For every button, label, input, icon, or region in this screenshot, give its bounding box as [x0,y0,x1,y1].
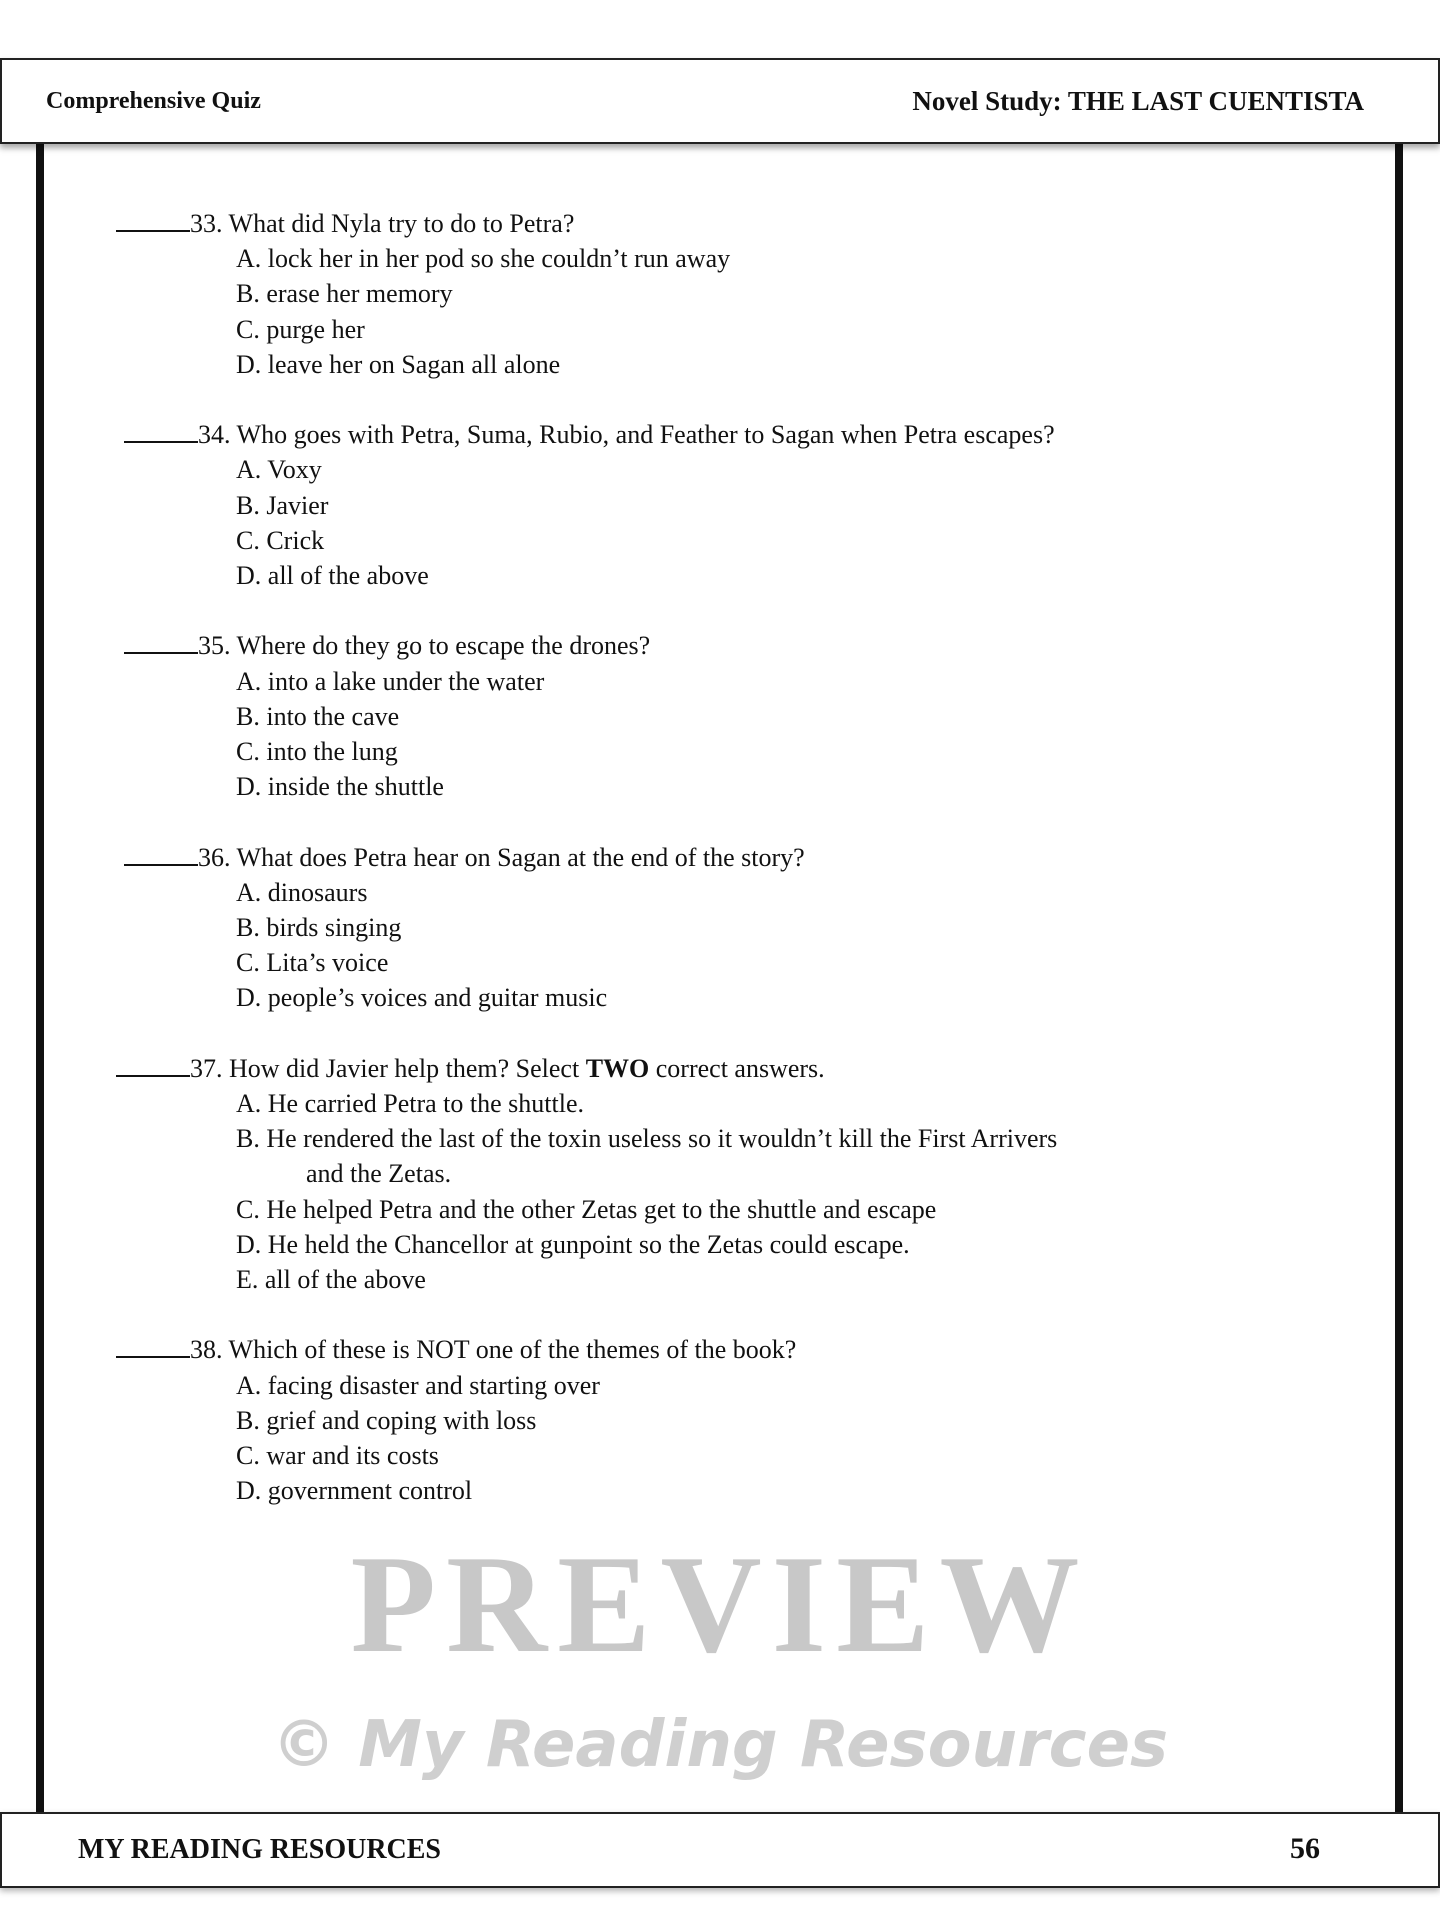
question-38 [116,1332,1356,1508]
question-text-end: correct answers. [649,1053,825,1083]
option: C. Lita’s voice [236,948,389,978]
question-33 [116,206,1356,382]
option: B. Javier [236,490,329,520]
copyright-watermark: © My Reading Resources [271,1708,1169,1782]
question-text: 37. How did Javier help them? Select [190,1053,586,1083]
preview-watermark: PREVIEW [350,1527,1090,1682]
answer-blank[interactable] [116,208,190,232]
option: C. war and its costs [236,1441,439,1471]
option: D. He held the Chancellor at gunpoint so the Zetas could escape. [236,1229,910,1259]
question-text: 36. What does Petra hear on Sagan at the end of the story? [198,842,805,872]
right-border-bar [1395,140,1403,1812]
left-border-bar [36,140,44,1812]
question-text: 33. What did Nyla try to do to Petra? [190,209,575,238]
answer-blank[interactable] [124,842,198,866]
option: A. dinosaurs [236,877,368,907]
question-36 [116,840,1356,1016]
option: D. government control [236,1476,473,1506]
answer-blank[interactable] [116,1334,190,1358]
answer-blank[interactable] [124,419,198,443]
option: C. Crick [236,525,325,555]
quiz-content [116,206,1356,1544]
question-text: 38. Which of these is NOT one of the themes of the book? [190,1335,797,1365]
answer-blank[interactable] [116,1053,190,1077]
header-novel-title: Novel Study: THE LAST CUENTISTA [912,86,1364,116]
page-header [0,58,1440,144]
option: E. all of the above [236,1265,426,1295]
page-number: 56 [1290,1832,1320,1865]
answer-blank[interactable] [124,630,198,654]
option: D. inside the shuttle [236,772,444,802]
page-footer [0,1812,1440,1888]
option: B. grief and coping with loss [236,1405,537,1435]
option-continuation: and the Zetas. [306,1159,452,1189]
header-section-title: Comprehensive Quiz [46,88,261,114]
option: A. into a lake under the water [236,666,545,696]
question-34 [116,417,1356,593]
option: B. birds singing [236,913,402,943]
option: A. Voxy [236,455,322,485]
question-text: 35. Where do they go to escape the drones? [198,631,651,661]
option: C. into the lung [236,737,398,767]
option: A. He carried Petra to the shuttle. [236,1089,584,1119]
question-text: 34. Who goes with Petra, Suma, Rubio, and Feather to Sagan when Petra escapes? [198,420,1055,450]
option: C. He helped Petra and the other Zetas get to the shuttle and escape [236,1194,937,1224]
question-35 [116,628,1356,804]
footer-publisher: MY READING RESOURCES [78,1834,442,1865]
option: B. erase her memory [236,279,453,309]
option: D. people’s voices and guitar music [236,983,608,1013]
option: B. into the cave [236,701,400,731]
option: D. leave her on Sagan all alone [236,349,561,379]
option: A. facing disaster and starting over [236,1370,600,1400]
option: A. lock her in her pod so she couldn’t run away [236,244,731,274]
question-37 [116,1051,1356,1297]
question-emphasis: TWO [585,1053,650,1083]
option: C. purge her [236,314,365,344]
option: B. He rendered the last of the toxin useless so it wouldn’t kill the First Arrivers [236,1124,1058,1154]
option: D. all of the above [236,561,429,591]
